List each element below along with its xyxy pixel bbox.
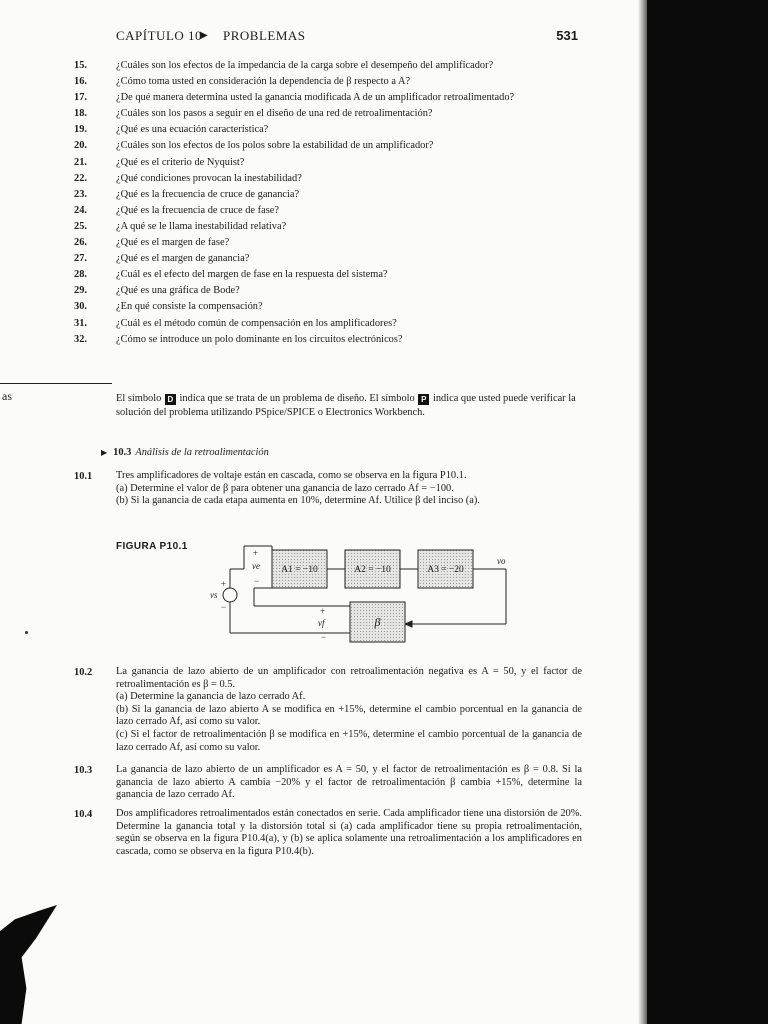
question-text: ¿Qué es el margen de fase? [116, 237, 230, 249]
vf-label: vf [318, 618, 325, 628]
chapter-title: CAPÍTULO 10 [116, 28, 203, 43]
minus-sign: − [321, 632, 327, 642]
triangle-right-icon: ▶ [101, 448, 108, 457]
section-number: 10.3 [113, 447, 132, 458]
block-a1: A1 = −10 [281, 565, 318, 575]
question-number: 32. [74, 333, 87, 345]
minus-sign: − [221, 602, 227, 612]
question-number: 25. [74, 220, 87, 232]
question-number: 19. [74, 124, 87, 136]
question-text: ¿Cuáles son los efectos de los polos sobre la estabilidad de un amplificador? [116, 140, 434, 152]
question-text: ¿Qué es una ecuación característica? [116, 124, 269, 136]
question-number: 31. [74, 317, 87, 329]
pspice-symbol-icon: P [418, 394, 429, 405]
review-questions [74, 58, 574, 348]
triangle-right-icon: ▶ [200, 30, 208, 41]
question-item [74, 251, 574, 267]
block-diagram-svg [200, 540, 530, 650]
question-item [74, 235, 574, 251]
problem-line: Tres amplificadores de voltaje están en cascada, como se observa en la figura P10.1. [116, 470, 467, 481]
page-header [116, 28, 578, 50]
question-item [74, 90, 574, 106]
plus-sign: + [221, 579, 227, 589]
question-text: ¿Cómo toma usted en consideración la dependencia de β respecto a A? [116, 76, 411, 88]
problem-line: (a) Determine la ganancia de lazo cerrado Af. [116, 691, 306, 703]
section-name: Análisis de la retroalimentación [135, 447, 269, 458]
question-number: 27. [74, 253, 87, 265]
question-number: 16. [74, 76, 87, 88]
problem-line: (c) Si el factor de retroalimentación β se modifica en +15%, determine el cambio porcentual de la ganancia de lazo cerrado Af, así como su valor. [116, 728, 582, 753]
divider [0, 383, 112, 384]
question-number: 30. [74, 301, 87, 313]
question-item [74, 74, 574, 90]
legend-text-3: indica que usted puede verificar la solución del problema utilizando PSpice/SPICE o Electronics Workbench. [116, 393, 576, 418]
question-text: ¿Cuál es el efecto del margen de fase en la respuesta del sistema? [116, 269, 388, 281]
problem-line: La ganancia de lazo abierto de un amplificador con retroalimentación negativa es A = 50, y el factor de retroalimentación es β = 0.5. [116, 666, 582, 690]
question-item [74, 203, 574, 219]
question-text: ¿Qué es el criterio de Nyquist? [116, 156, 245, 168]
question-item [74, 187, 574, 203]
question-number: 28. [74, 269, 87, 281]
question-number: 22. [74, 172, 87, 184]
question-item [74, 106, 574, 122]
margin-mark: as [2, 389, 12, 403]
problem-number: 10.4 [74, 809, 93, 820]
question-number: 26. [74, 237, 87, 249]
question-text: ¿Qué es la frecuencia de cruce de ganancia? [116, 188, 300, 200]
minus-sign: − [254, 576, 260, 586]
question-item [74, 219, 574, 235]
vo-label: vo [497, 556, 506, 566]
question-text: ¿Cuáles son los pasos a seguir en el diseño de una red de retroalimentación? [116, 108, 433, 120]
problem-text [116, 808, 582, 858]
question-number: 18. [74, 108, 87, 120]
question-item [74, 316, 574, 332]
problem-line: La ganancia de lazo abierto de un amplificador es A = 50, y el factor de retroalimentación es β = 0.8. Si la ganancia de lazo abierto A cambia −20% y el factor de retroalimentación β cambia +15%, determine la ganancia de lazo cerrado Af. [116, 764, 582, 801]
scan-dot [25, 631, 28, 634]
question-item [74, 299, 574, 315]
block-diagram [200, 540, 530, 650]
question-number: 24. [74, 204, 87, 216]
scan-dark-edge [647, 0, 768, 1024]
design-symbol-icon: D [165, 394, 176, 405]
question-text: ¿Qué condiciones provocan la inestabilidad? [116, 172, 302, 184]
problem-line: (b) Si la ganancia de lazo abierto A se modifica en +15%, determine el cambio porcentual en la ganancia de lazo cerrado Af, así como su valor. [116, 703, 582, 728]
question-item [74, 122, 574, 138]
page-number: 531 [556, 28, 578, 43]
question-item [74, 138, 574, 154]
section-title: PROBLEMAS [223, 28, 306, 43]
problem-text [116, 470, 582, 508]
question-item [74, 267, 574, 283]
figure-label: FIGURA P10.1 [116, 541, 188, 552]
question-number: 20. [74, 140, 87, 152]
problem-text [116, 764, 582, 802]
question-text: ¿De qué manera determina usted la ganancia modificada A de un amplificador retroalimentado? [116, 92, 515, 104]
problem-line: (b) Si la ganancia de cada etapa aumenta en 10%, determine Af. Utilice β del inciso (a). [116, 495, 480, 507]
question-number: 15. [74, 60, 87, 71]
symbol-legend [116, 392, 582, 419]
question-text: ¿Qué es la frecuencia de cruce de fase? [116, 204, 279, 216]
legend-text-1: El símbolo [116, 393, 162, 404]
plus-sign: + [253, 548, 259, 558]
question-text: ¿Qué es el margen de ganancia? [116, 253, 250, 265]
vs-label: vs [210, 590, 218, 600]
question-text: ¿Cómo se introduce un polo dominante en los circuitos electrónicos? [116, 333, 403, 345]
question-item [74, 58, 574, 74]
section-heading [101, 447, 269, 458]
problem-line: (a) Determine el valor de β para obtener una ganancia de lazo cerrado Af = −100. [116, 482, 454, 494]
question-item [74, 283, 574, 299]
problem-text [116, 666, 582, 754]
question-number: 17. [74, 92, 87, 104]
scan-edge-shadow [638, 0, 652, 1024]
plus-sign: + [320, 606, 326, 616]
block-a3: A3 = −20 [427, 565, 464, 575]
problem-number: 10.2 [74, 667, 93, 678]
ve-label: ve [252, 561, 260, 571]
question-number: 23. [74, 188, 87, 200]
block-a2: A2 = −10 [354, 565, 391, 575]
question-number: 29. [74, 285, 87, 297]
question-text: ¿En qué consiste la compensación? [116, 301, 263, 313]
question-number: 21. [74, 156, 87, 168]
problem-number: 10.3 [74, 765, 93, 776]
problem-number: 10.1 [74, 471, 93, 482]
question-item [74, 155, 574, 171]
question-text: ¿A qué se le llama inestabilidad relativa? [116, 220, 287, 232]
problem-line: Dos amplificadores retroalimentados están conectados en serie. Cada amplificador tiene una distorsión de 20%. Determine la ganancia total y la distorsión total si (a) cada amplificador tiene su propia retroalimentación, según se observa en la figura P10.4(a), y (b) se aplica solamente una retroalimentación a los amplificadores en cascada, como se observa en la figura P10.4(b). [116, 808, 582, 857]
scan-artifact [0, 905, 60, 1024]
block-beta: β [374, 615, 381, 629]
question-text: ¿Cuál es el método común de compensación en los amplificadores? [116, 317, 397, 329]
question-text: ¿Cuáles son los efectos de la impedancia de la carga sobre el desempeño del amplificador? [116, 60, 494, 71]
question-item [74, 332, 574, 348]
question-text: ¿Qué es una gráfica de Bode? [116, 285, 240, 297]
question-item [74, 171, 574, 187]
legend-text-2: indica que se trata de un problema de diseño. El símbolo [179, 393, 415, 404]
